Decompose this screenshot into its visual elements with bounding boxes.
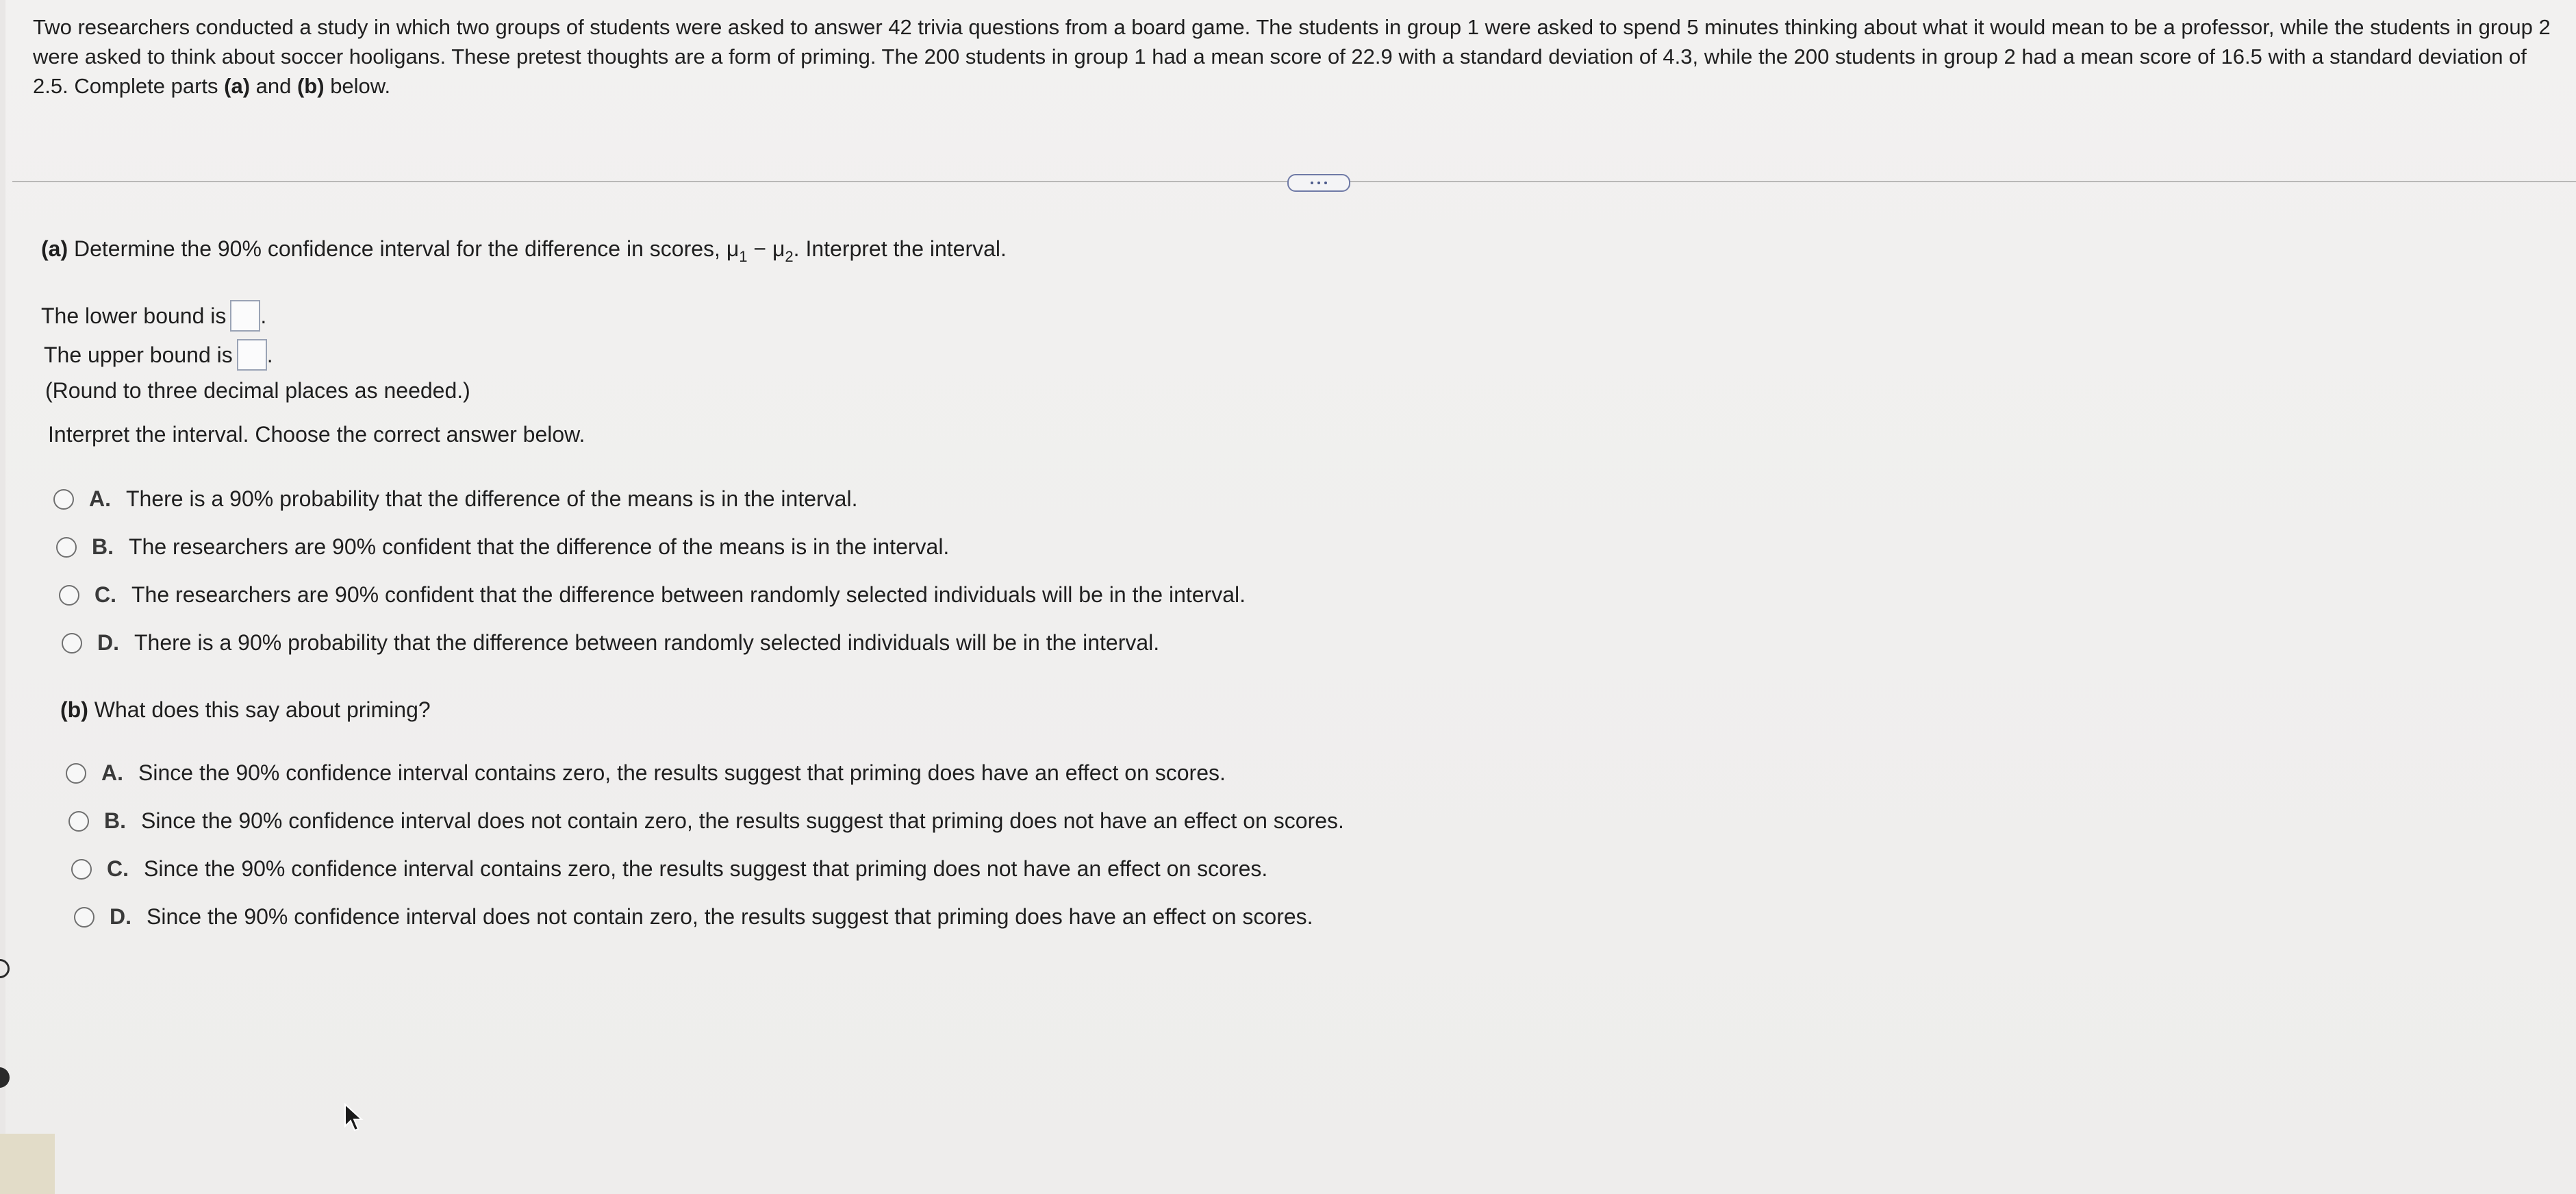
radio-button[interactable] xyxy=(66,763,86,784)
radio-button[interactable] xyxy=(53,489,74,510)
option-text: There is a 90% probability that the difference of the means is in the interval. xyxy=(126,486,858,511)
part-b-option-a[interactable] xyxy=(66,760,1226,786)
radio-button[interactable] xyxy=(74,907,94,928)
option-letter: C. xyxy=(94,582,116,607)
part-a-option-b[interactable] xyxy=(56,534,949,560)
part-a-option-a[interactable] xyxy=(53,486,857,512)
upper-bound-period: . xyxy=(266,343,273,367)
minus-sign: − xyxy=(747,236,772,261)
part-a-question xyxy=(41,236,1007,266)
option-letter: A. xyxy=(101,760,123,785)
mu2-subscript: 2 xyxy=(785,248,794,265)
upper-bound-row xyxy=(44,339,273,371)
part-a-option-c[interactable] xyxy=(59,582,1246,608)
round-note: (Round to three decimal places as needed.) xyxy=(45,378,470,403)
option-text: Since the 90% confidence interval contains zero, the results suggest that priming does not have an effect on scores. xyxy=(144,856,1268,881)
part-a-question-end: . Interpret the interval. xyxy=(793,236,1007,261)
lower-bound-row xyxy=(41,300,266,332)
option-text: Since the 90% confidence interval does not contain zero, the results suggest that priming does have an effect on scores. xyxy=(147,904,1313,929)
part-a-option-d[interactable] xyxy=(62,630,1159,656)
option-text: There is a 90% probability that the difference between randomly selected individuals will be in the interval. xyxy=(134,630,1160,655)
part-b-option-c[interactable] xyxy=(71,856,1267,882)
radio-button[interactable] xyxy=(62,633,82,654)
part-b-question xyxy=(60,697,431,723)
question-page xyxy=(5,0,2576,1194)
option-letter: C. xyxy=(107,856,129,881)
interpret-prompt: Interpret the interval. Choose the correct answer below. xyxy=(48,422,585,447)
problem-and-text: and xyxy=(250,74,297,98)
option-letter: B. xyxy=(104,808,126,833)
problem-text: Two researchers conducted a study in which two groups of students were asked to answer 42 trivia questions from a board game. The students in group 1 were asked to spend 5 minutes thinking about what it would mean to be a professor, while the students in group 2 were asked to think about soccer hooligans. These pretest thoughts are a form of priming. The 200 students in group 1 had a mean score of 22.9 with a standard deviation of 4.3, while the 200 students in group 2 had a mean score of 16.5 with a standard deviation of 2.5. Complete parts xyxy=(33,15,2551,98)
radio-button[interactable] xyxy=(68,811,89,832)
option-letter: A. xyxy=(89,486,111,511)
option-letter: B. xyxy=(92,534,114,559)
option-letter: D. xyxy=(110,904,131,929)
part-a-question-text: Determine the 90% confidence interval for the difference in scores, xyxy=(68,236,727,261)
problem-end-text: below. xyxy=(324,74,391,98)
lower-bound-label: The lower bound is xyxy=(41,303,227,328)
dot-icon xyxy=(1317,182,1320,184)
expand-more-button[interactable] xyxy=(1287,174,1350,192)
mu1-subscript: 1 xyxy=(739,248,748,265)
part-a-ref: (a) xyxy=(224,74,251,98)
option-text: Since the 90% confidence interval does not contain zero, the results suggest that priming does not have an effect on scores. xyxy=(141,808,1344,833)
part-b-ref: (b) xyxy=(296,74,325,98)
upper-bound-label: The upper bound is xyxy=(44,343,233,367)
option-text: Since the 90% confidence interval contains zero, the results suggest that priming does have an effect on scores. xyxy=(138,760,1226,785)
upper-bound-input[interactable] xyxy=(237,339,267,371)
problem-statement xyxy=(33,12,2566,101)
radio-button[interactable] xyxy=(71,859,92,880)
lower-bound-period: . xyxy=(260,303,267,328)
mu1-symbol: μ xyxy=(726,236,740,261)
option-text: The researchers are 90% confident that the difference between randomly selected individuals will be in the interval. xyxy=(131,582,1246,607)
radio-button[interactable] xyxy=(56,537,77,558)
dot-icon xyxy=(1311,182,1313,184)
part-b-option-d[interactable] xyxy=(74,904,1313,930)
mouse-pointer-icon xyxy=(344,1103,364,1132)
mu2-symbol: μ xyxy=(772,236,785,261)
radio-button[interactable] xyxy=(59,585,79,606)
part-b-label: (b) xyxy=(60,697,88,722)
part-b-option-b[interactable] xyxy=(68,808,1344,834)
option-letter: D. xyxy=(97,630,119,655)
part-b-question-text: What does this say about priming? xyxy=(88,697,431,722)
part-a-label: (a) xyxy=(41,236,68,261)
option-text: The researchers are 90% confident that the difference of the means is in the interval. xyxy=(129,534,950,559)
lower-bound-input[interactable] xyxy=(230,300,260,332)
dot-icon xyxy=(1324,182,1327,184)
screen-corner-strip xyxy=(0,1134,55,1194)
